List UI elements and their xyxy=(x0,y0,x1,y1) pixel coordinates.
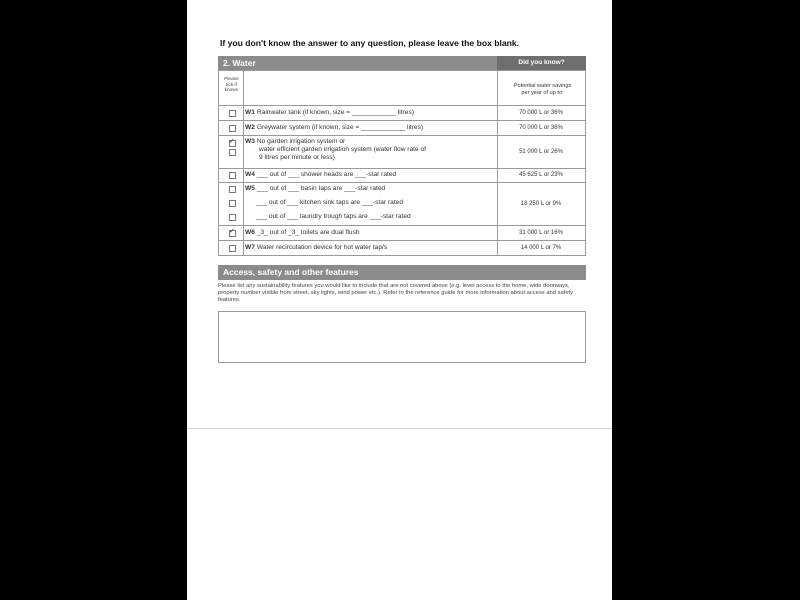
table-row-w2 xyxy=(219,120,585,135)
page-divider xyxy=(187,428,612,429)
saving-w4: 45 625 L or 23% xyxy=(519,172,563,178)
row-label-w7: W7 Water recirculation device for hot water tap/s xyxy=(245,244,388,251)
water-table xyxy=(218,70,586,256)
water-section-title: 2. Water xyxy=(223,58,256,68)
saving-w6: 31 000 L or 16% xyxy=(519,230,563,236)
saving-w3: 51 000 L or 26% xyxy=(519,149,563,155)
table-row-w6 xyxy=(219,225,585,240)
table-row-w5 xyxy=(219,182,585,225)
saving-w7: 14 000 L or 7% xyxy=(520,245,562,251)
checkbox-w5-basin[interactable] xyxy=(229,186,236,193)
features-text-box[interactable] xyxy=(218,311,586,363)
checkbox-w4[interactable] xyxy=(229,172,236,179)
table-row-w1 xyxy=(219,105,585,120)
row-label-w4: W4 ___ out of ___ shower heads are ___-star rated xyxy=(245,171,397,178)
checkbox-w7[interactable] xyxy=(229,245,236,252)
row-label-w5-kitchen: ___ out of ___ kitchen sink taps are ___-star rated xyxy=(256,199,403,206)
tick-header: Please tick if known xyxy=(224,77,239,94)
checkbox-w5-kitchen[interactable] xyxy=(229,200,236,207)
access-description: Please list any sustainability features you would like to include that are not covered above (e.g. level access to the home, wide doorways, property number visible from street, sky lights, wind power etc.). Refer to the reference guide for more information about access and safety features. xyxy=(218,283,574,303)
checkbox-w1[interactable] xyxy=(229,110,236,117)
row-label-w5-basin: W5 ___ out of ___ basin taps are ___-star rated xyxy=(245,185,386,192)
checkbox-w2[interactable] xyxy=(229,125,236,132)
checkbox-w3-no-irrigation[interactable] xyxy=(229,140,236,147)
checkbox-w6[interactable] xyxy=(229,230,236,237)
row-label-w1: W1 Rainwater tank (if known, size = ____________ litres) xyxy=(245,109,414,116)
access-section-header xyxy=(218,265,586,280)
checkbox-w5-laundry[interactable] xyxy=(229,214,236,221)
table-row-w3 xyxy=(219,135,585,168)
row-label-w2: W2 Greywater system (if known, size = ____________ litres) xyxy=(245,124,424,131)
saving-w2: 70 000 L or 36% xyxy=(519,125,563,131)
water-section-header xyxy=(218,56,586,70)
row-label-w5-laundry: ___ out of ___ laundry trough taps are ___-star rated xyxy=(256,213,411,220)
saving-w5: 18 250 L or 9% xyxy=(520,201,562,207)
row-label-w3: W3 No garden irrigation system or water efficient garden irrigation system (water flow rate of 9 litres per minute or less) xyxy=(245,138,426,161)
table-row-w7 xyxy=(219,240,585,255)
instruction-notice: If you don't know the answer to any question, please leave the box blank. xyxy=(220,38,520,48)
row-label-w6: W6 _3_ out of _3_ toilets are dual flush xyxy=(245,229,360,236)
table-row-w4 xyxy=(219,168,585,182)
checkbox-w3-efficient[interactable] xyxy=(229,149,236,156)
savings-header: Potential water savings per year of up to: xyxy=(513,83,572,96)
access-section-title: Access, safety and other features xyxy=(223,267,359,277)
did-you-know-label: Did you know? xyxy=(497,56,586,70)
saving-w1: 70 000 L or 36% xyxy=(519,110,563,116)
